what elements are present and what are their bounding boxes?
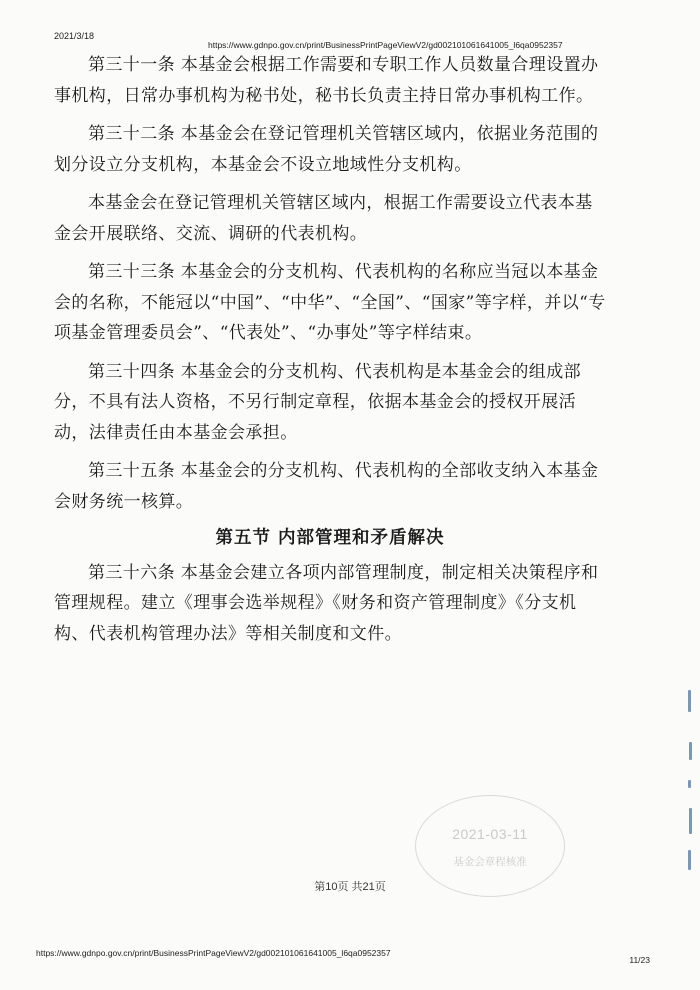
edge-mark: [689, 742, 692, 760]
section-title: 第五节 内部管理和矛盾解决: [215, 528, 445, 548]
print-url-footer: https://www.gdnpo.gov.cn/print/BusinessPrintPageViewV2/gd002101061641005_l6qa0952357: [36, 948, 391, 958]
stamp-date: 2021-03-11: [452, 826, 528, 842]
edge-mark: [688, 780, 691, 788]
edge-mark: [688, 690, 691, 712]
article-33: 第三十三条 本基金会的分支机构、代表机构的名称应当冠以本基金会的名称，不能冠以“中国”、“中华”、“全国”、“国家”等字样，并以“专项基金管理委员会”、“代表处”、“办事处”等字样结束。: [54, 262, 606, 343]
stamp-text: 基金会章程核准: [453, 856, 527, 868]
article-36: 第三十六条 本基金会建立各项内部管理制度，制定相关决策程序和管理规程。建立《理事会选举规程》《财务和资产管理制度》《分支机构、代表机构管理办法》等相关制度和文件。: [54, 562, 599, 644]
print-page-count: 11/23: [629, 955, 650, 965]
page-number: 第10页 共21页: [314, 881, 386, 893]
scan-edge-marks: [684, 690, 696, 890]
print-date: 2021/3/18: [54, 31, 95, 41]
edge-mark: [689, 808, 692, 834]
article-35: 第三十五条 本基金会的分支机构、代表机构的全部收支纳入本基金会财务统一核算。: [54, 461, 599, 512]
paragraph-representative-office: 本基金会在登记管理机关管辖区域内，根据工作需要设立代表本基金会开展联络、交流、调研的代表机构。: [54, 193, 593, 244]
article-31: 第三十一条 本基金会根据工作需要和专职工作人员数量合理设置办事机构，日常办事机构为秘书处，秘书长负责主持日常办事机构工作。: [54, 55, 599, 106]
article-32: 第三十二条 本基金会在登记管理机关管辖区域内，依据业务范围的划分设立分支机构，本基金会不设立地域性分支机构。: [54, 124, 599, 175]
edge-mark: [688, 850, 691, 870]
print-url-header: https://www.gdnpo.gov.cn/print/BusinessPrintPageViewV2/gd002101061641005_l6qa0952357: [208, 40, 563, 50]
article-34: 第三十四条 本基金会的分支机构、代表机构是本基金会的组成部分，不具有法人资格，不另行制定章程，依据本基金会的授权开展活动，法律责任由本基金会承担。: [54, 361, 582, 443]
article-body: [54, 50, 606, 649]
